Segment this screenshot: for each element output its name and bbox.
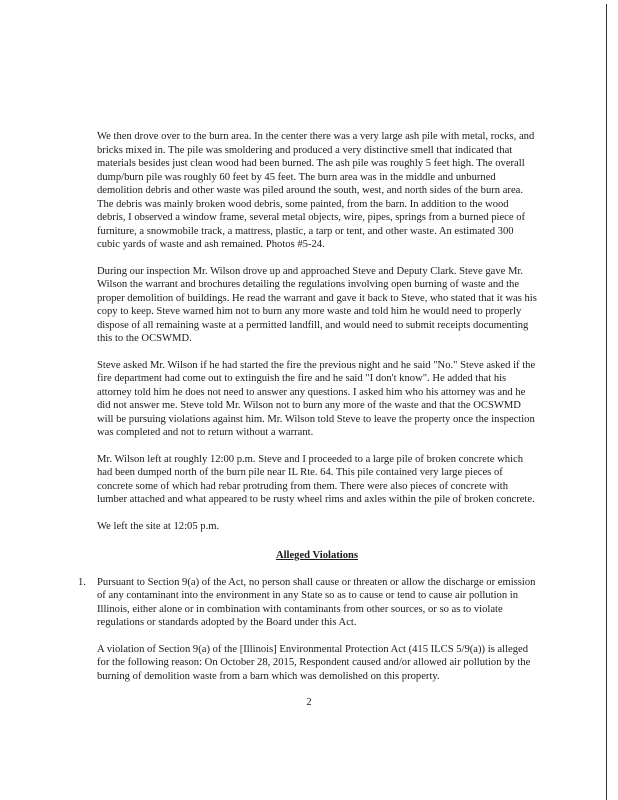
- paragraph-concrete-pile: Mr. Wilson left at roughly 12:00 p.m. Steve and I proceeded to a large pile of broken concrete which had been dumped north of the burn pile near IL Rte. 64. This pile contained very large pieces of concrete some of which had rebar protruding from them. There were also pieces of concrete with lumber attached and what appeared to be rusty wheel rims and axles within the pile of broken concrete.: [97, 453, 535, 505]
- paragraph-burn-area: We then drove over to the burn area. In the center there was a very large ash pile with metal, rocks, and bricks mixed in. The pile was smoldering and produced a very distinctive smell that indicated that materials besides just clean wood had been burned. The ash pile was roughly 5 feet high. The overall dump/burn pile was roughly 60 feet by 45 feet. The burn area was in the middle and unburned demolition debris and other waste was piled around the south, west, and north sides of the burn area. The debris was mainly broken wood debris, some painted, from the barn. In addition to the wood debris, I observed a window frame, several metal objects, wire, pipes, springs from a burned piece of furniture, a snowmobile track, a mattress, plastic, a tarp or tent, and other waste. An estimated 300 cubic yards of waste and ash remained. Photos #5-24.: [97, 131, 535, 250]
- section-heading-alleged-violations: Alleged Violations: [275, 550, 359, 561]
- item-text: Pursuant to Section 9(a) of the Act, no person shall cause or threaten or allow the discharge or emission of any contaminant into the environment in any State so as to cause or tend to cause air pollution in Illinois, either alone or in combination with contaminants from other sources, or so as to violate regulations or standards adopted by the Board under this Act.: [97, 576, 536, 628]
- numbered-item: [78, 576, 537, 630]
- page-edge-rule: [606, 4, 607, 800]
- document-body: [78, 130, 537, 696]
- page-number: 2: [306, 697, 312, 708]
- paragraph-inspection: During our inspection Mr. Wilson drove up and approached Steve and Deputy Clark. Steve gave Mr. Wilson the warrant and brochures detailing the regulations involving open burning of waste and the proper demolition of buildings. He read the warrant and gave it back to Steve, who stated that it was his copy to keep. Steve warned him not to burn any more waste and told him he would need to properly dispose of all remaining waste at a permitted landfill, and would need to submit receipts documenting this to the OCSWMD.: [97, 265, 537, 344]
- paragraph-left-site: We left the site at 12:05 p.m.: [97, 520, 220, 532]
- item-number: 1.: [78, 576, 86, 588]
- paragraph-violation-reason: A violation of Section 9(a) of the [Illinois] Environmental Protection Act (415 ILCS 5/9(a)) is alleged for the following reason: On October 28, 2015, Respondent caused and/or allowed air pollution by the burning of demolition waste from a barn which was demolished on this property.: [97, 643, 531, 682]
- paragraph-questions: Steve asked Mr. Wilson if he had started the fire the previous night and he said "No." Steve asked if the fire department had come out to extinguish the fire and he said "I don't know". He added that his attorney told him he does not need to answer any questions. I asked him who his attorney was and he did not answer me. Steve told Mr. Wilson not to burn any more of the waste and that the OCSWMD will be pursuing violations against him. Mr. Wilson told Steve to leave the property once the inspection was completed and not to return without a warrant.: [97, 359, 536, 438]
